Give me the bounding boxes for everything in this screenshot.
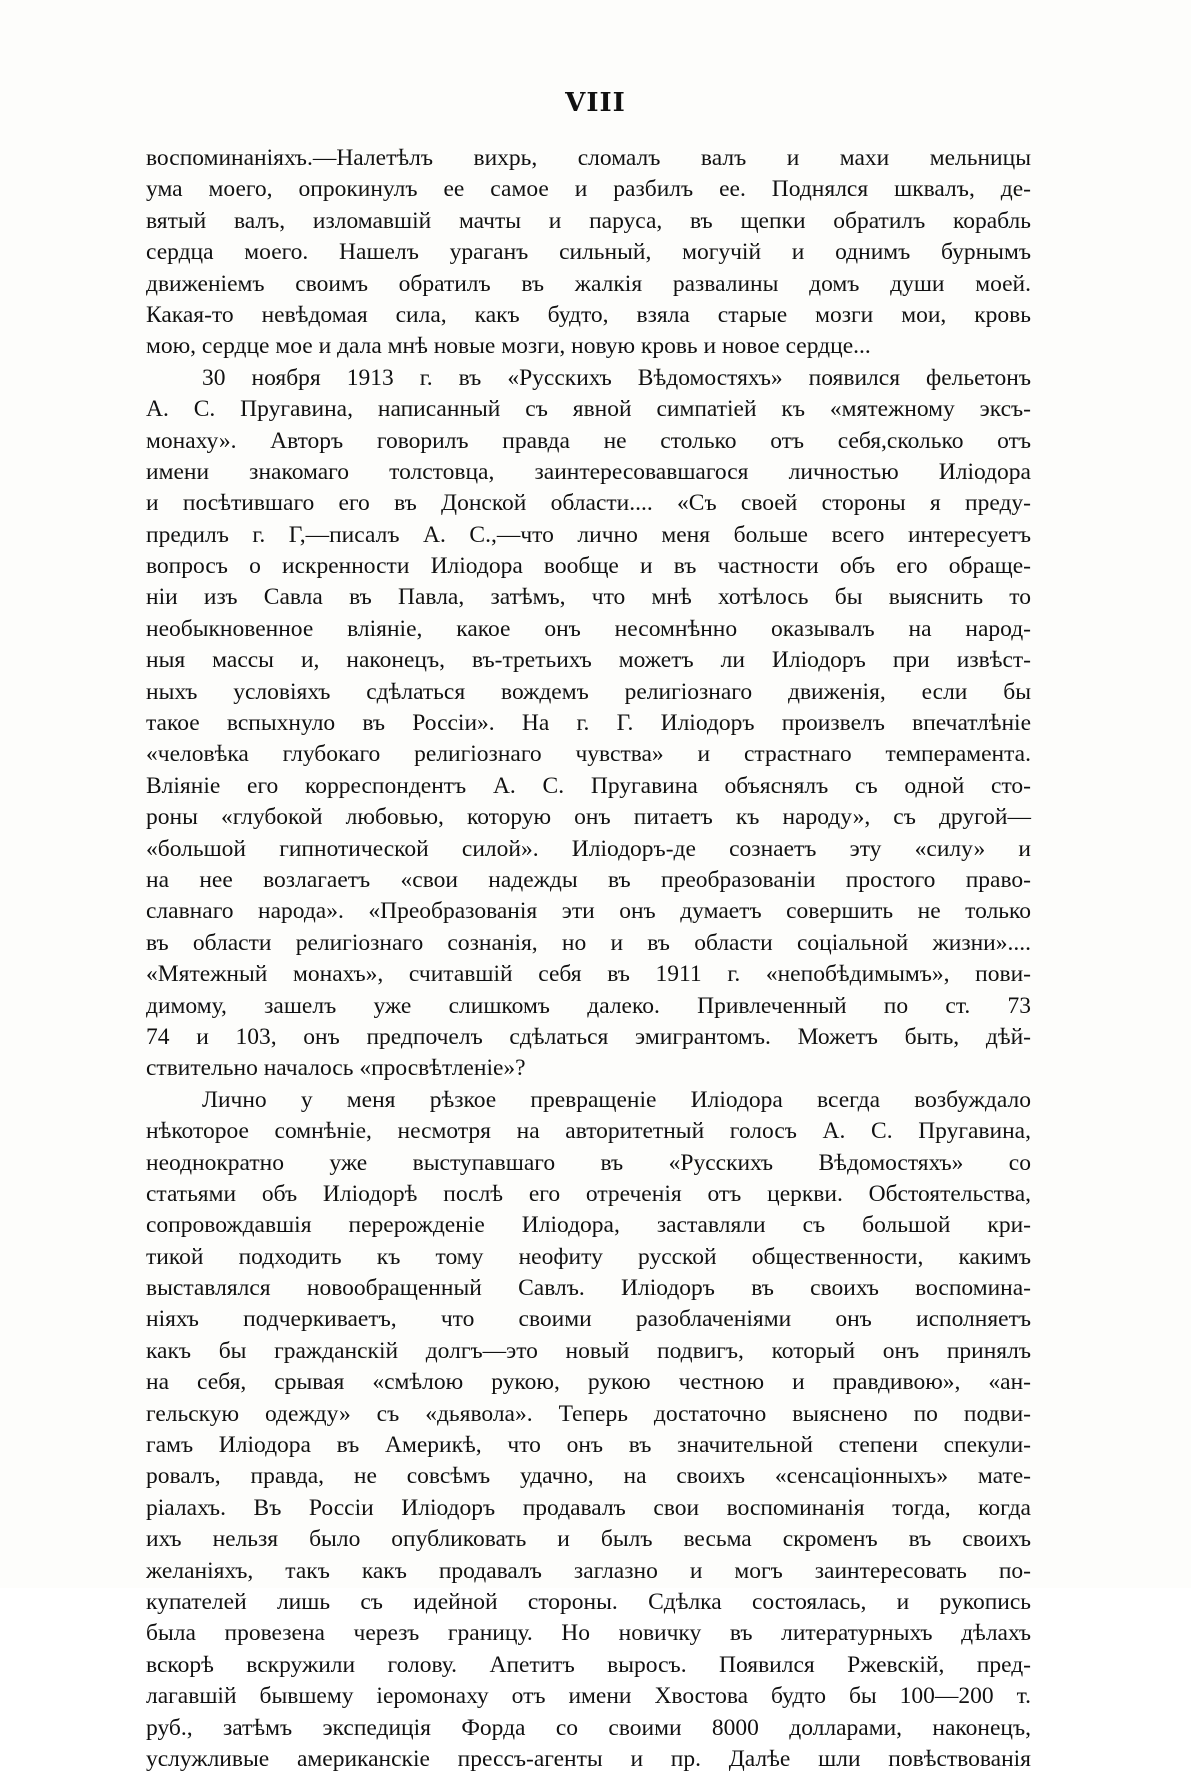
- text-line: была провезена черезъ границу. Но новичку въ литературныхъ дѣлахъ: [146, 1620, 1031, 1647]
- text-line: статьями объ Иліодорѣ послѣ его отреченія отъ церкви. Обстоятельства,: [146, 1180, 1031, 1207]
- text-line: какъ бы гражданскій долгъ—это новый подвигъ, который онъ принялъ: [146, 1337, 1031, 1364]
- text-line: гельскую одежду» съ «дьявола». Теперь достаточно выяснено по подви-: [146, 1400, 1031, 1427]
- text-line: ума моего, опрокинулъ ее самое и разбилъ ее. Поднялся шквалъ, де-: [146, 176, 1031, 203]
- text-line: мою, сердце мое и дала мнѣ новые мозги, новую кровь и новое сердце...: [146, 333, 871, 360]
- text-line: на себя, срывая «смѣлою рукою, рукою честною и правдивою», «ан-: [146, 1369, 1031, 1396]
- text-line: ніяхъ подчеркиваетъ, что своими разоблаченіями онъ исполняетъ: [146, 1306, 1031, 1333]
- text-line: выставлялся новообращенный Савлъ. Иліодоръ въ своихъ воспомина-: [146, 1275, 1031, 1302]
- text-line: славнаго народа». «Преобразованія эти онъ думаетъ совершить не только: [146, 898, 1031, 925]
- text-line: услужливые американскіе прессъ-агенты и пр. Далѣе шли повѣствованія: [146, 1745, 1031, 1772]
- text-line: необыкновенное вліяніе, какое онъ несомнѣнно оказывалъ на народ-: [146, 615, 1031, 642]
- text-line: неоднократно уже выступавшаго въ «Русскихъ Вѣдомостяхъ» со: [146, 1149, 1031, 1176]
- text-line: нѣкоторое сомнѣніе, несмотря на авторитетный голосъ А. С. Пругавина,: [146, 1118, 1031, 1145]
- text-line: тикой подходить къ тому неофиту русской общественности, какимъ: [146, 1243, 1031, 1270]
- text-line: предилъ г. Г,—писалъ А. С.,—что лично меня больше всего интересуетъ: [146, 521, 1031, 548]
- text-line: монаху». Авторъ говорилъ правда не столько отъ себя,сколько отъ: [146, 427, 1031, 454]
- text-line: ныхъ условіяхъ сдѣлаться вождемъ религіознаго движенія, если бы: [146, 678, 1031, 705]
- text-line: движеніемъ своимъ обратилъ въ жалкія развалины домъ души моей.: [146, 270, 1031, 297]
- text-line: ровалъ, правда, не совсѣмъ удачно, на своихъ «сенсаціонныхъ» мате-: [146, 1463, 1031, 1490]
- text-line: ствительно началось «просвѣтленіе»?: [146, 1055, 526, 1082]
- text-line: вскорѣ вскружили голову. Апетитъ выросъ. Появился Ржевскій, пред-: [146, 1651, 1031, 1678]
- page-number: VIII: [565, 88, 626, 118]
- text-line: гамъ Иліодора въ Америкѣ, что онъ въ значительной степени спекули-: [146, 1432, 1031, 1459]
- text-line: димому, зашелъ уже слишкомъ далеко. Привлеченный по ст. 73: [146, 992, 1031, 1019]
- text-line: вятый валъ, изломавшій мачты и паруса, въ щепки обратилъ корабль: [146, 207, 1031, 234]
- text-line: роны «глубокой любовью, которую онъ питаетъ къ народу», съ другой—: [146, 804, 1031, 831]
- text-line: сердца моего. Нашелъ ураганъ сильный, могучій и однимъ бурнымъ: [146, 239, 1031, 266]
- text-line: сопровождавшія перерожденіе Иліодора, заставляли съ большой кри-: [146, 1212, 1031, 1239]
- paragraph-first-line: 30 ноября 1913 г. въ «Русскихъ Вѣдомостяхъ» появился фельетонъ: [202, 364, 1031, 391]
- text-line: руб., затѣмъ экспедиція Форда со своими 8000 долларами, наконецъ,: [146, 1714, 1031, 1741]
- text-line: ныя массы и, наконецъ, въ-третьихъ можетъ ли Иліодоръ при извѣст-: [146, 647, 1031, 674]
- body-text: [146, 143, 1031, 1775]
- text-line: «Мятежный монахъ», считавшій себя въ 1911 г. «непобѣдимымъ», пови-: [146, 961, 1031, 988]
- text-line: Вліяніе его корреспондентъ А. С. Пругавина объяснялъ съ одной сто-: [146, 772, 1031, 799]
- text-line: ріалахъ. Въ Россіи Иліодоръ продавалъ свои воспоминанія тогда, когда: [146, 1494, 1031, 1521]
- text-line: А. С. Пругавина, написанный съ явной симпатіей къ «мятежному эксъ-: [146, 396, 1031, 423]
- text-line: Какая-то невѣдомая сила, какъ будто, взяла старые мозги мои, кровь: [146, 301, 1031, 328]
- text-line: ніи изъ Савла въ Павла, затѣмъ, что мнѣ хотѣлось бы выяснить то: [146, 584, 1031, 611]
- text-line: вопросъ о искренности Иліодора вообще и въ частности объ его обраще-: [146, 553, 1031, 580]
- paragraph-first-line: Лично у меня рѣзкое превращеніе Иліодора всегда возбуждало: [202, 1086, 1031, 1113]
- text-line: купателей лишь съ идейной стороны. Сдѣлка состоялась, и рукопись: [146, 1588, 1031, 1615]
- text-line: «человѣка глубокаго религіознаго чувства» и страстнаго темперамента.: [146, 741, 1031, 768]
- text-line: 74 и 103, онъ предпочелъ сдѣлаться эмигрантомъ. Можетъ быть, дѣй-: [146, 1023, 1031, 1050]
- text-line: желаніяхъ, такъ какъ продавалъ заглазно и могъ заинтересовать по-: [146, 1557, 1031, 1584]
- text-line: имени знакомаго толстовца, заинтересовавшагося личностью Иліодора: [146, 458, 1031, 485]
- text-line: на нее возлагаетъ «свои надежды въ преобразованіи простого право-: [146, 866, 1031, 893]
- text-line: «большой гипнотической силой». Иліодоръ-де сознаетъ эту «силу» и: [146, 835, 1031, 862]
- text-line: такое вспыхнуло въ Россіи». На г. Г. Иліодоръ произвелъ впечатлѣніе: [146, 710, 1031, 737]
- text-line: лагавшій бывшему іеромонаху отъ имени Хвостова будто бы 100—200 т.: [146, 1683, 1031, 1710]
- text-line: ихъ нельзя было опубликовать и былъ весьма скроменъ въ своихъ: [146, 1526, 1031, 1553]
- text-line: воспоминаніяхъ.—Налетѣлъ вихрь, сломалъ валъ и махи мельницы: [146, 145, 1031, 171]
- text-line: и посѣтившаго его въ Донской области.... «Съ своей стороны я преду-: [146, 490, 1031, 517]
- text-line: въ области религіознаго сознанія, но и въ области соціальной жизни»....: [146, 929, 1031, 956]
